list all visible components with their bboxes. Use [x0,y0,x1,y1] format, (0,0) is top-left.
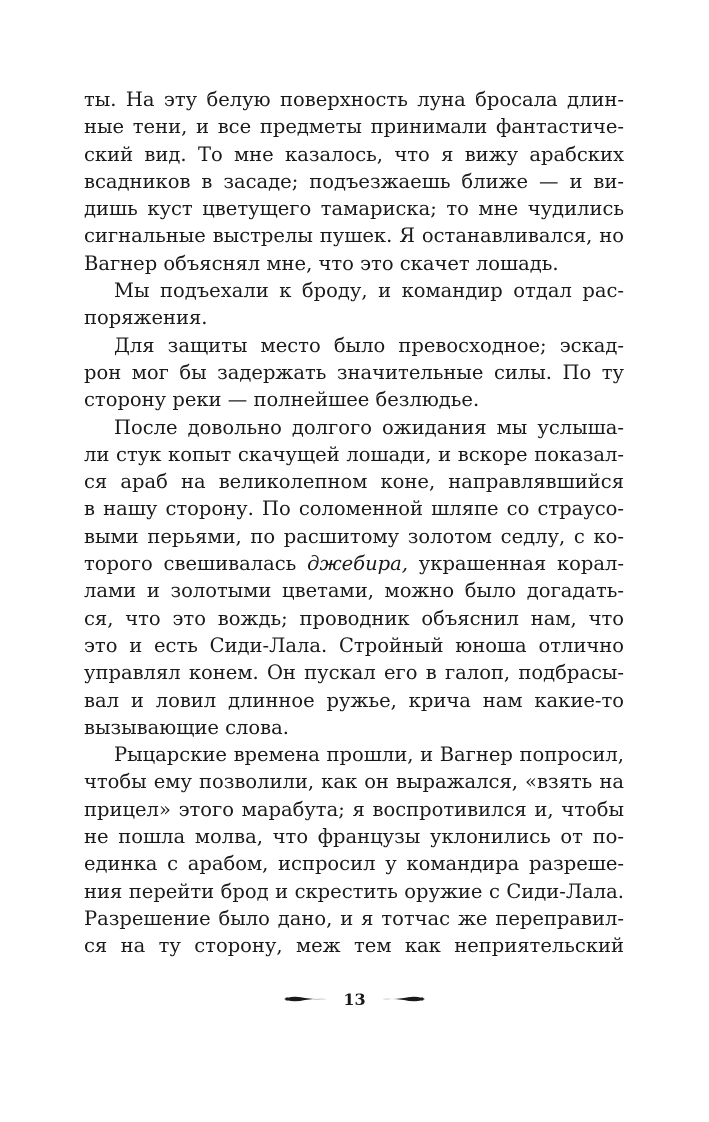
page-footer [0,987,709,1011]
text-line-with-italic [84,550,624,577]
text-line: Рыцарские времена прошли, и Вагнер попросил, [114,743,624,767]
text-line: сигнальные выстрелы пушек. Я останавливался, но [84,224,624,248]
text-fragment: торого свешивалась [84,552,297,576]
paragraph-1 [84,86,624,277]
paragraph-3 [84,332,624,414]
paragraph-4 [84,414,624,742]
text-fragment: украшенная корал- [407,552,624,576]
text-line: дишь куст цветущего тамариска; то мне чудились [84,197,624,221]
text-line: ты. На эту белую поверхность луна бросала длин- [84,88,624,111]
left-ornament-icon [283,992,329,1006]
paragraph-5 [84,741,624,959]
text-line: ли стук копыт скачущей лошади, и вскоре показал- [84,442,624,466]
text-line: прицел» этого марабута; я воспротивился и, чтобы [84,797,624,821]
page-number: 13 [343,989,366,1009]
text-line: Мы подъехали к броду, и командир отдал рас- [114,279,624,303]
text-line: ся на ту сторону, меж тем как неприятельский [84,934,624,958]
text-line: рон мог бы задержать значительные силы. По ту [84,360,624,384]
text-line: это и есть Сиди-Лала. Стройный юноша отлично [84,633,624,657]
text-line: Разрешение было дано, и я тотчас же переправил- [84,906,624,930]
text-line: После довольно долгого ожидания мы услыша- [114,415,624,439]
text-line: ский вид. То мне казалось, что я вижу арабских [84,142,624,166]
text-line: ные тени, и все предметы принимали фантастиче- [84,115,624,139]
italic-word: джебира, [307,552,408,576]
text-line: ся араб на великолепном коне, направлявшийся [84,470,624,494]
text-line: ся, что это вождь; проводник объяснил нам, что [84,606,624,630]
text-line: Для защиты место было превосходное; эскад- [114,333,624,357]
text-line: выми перьями, по расшитому золотом седлу, с ко- [84,524,624,548]
text-line: вызывающие слова. [84,715,289,739]
right-ornament-icon [380,992,426,1006]
text-line: в нашу сторону. По соломенной шляпе со страусо- [84,497,624,521]
paragraph-2 [84,277,624,332]
text-line: не пошла молва, что французы уклонились от по- [84,825,624,849]
text-line: лами и золотыми цветами, можно было догадать- [84,579,624,603]
text-line: управлял конем. Он пускал его в галоп, подбрасы- [84,661,624,685]
text-line: всадников в засаде; подъезжаешь ближе — и ви- [84,169,624,193]
text-line: единка с арабом, испросил у командира разреше- [84,852,624,876]
text-line: вал и ловил длинное ружье, крича нам какие-то [84,688,624,712]
text-line: поряжения. [84,306,208,330]
text-line: Вагнер объяснял мне, что это скачет лошадь. [84,251,559,275]
text-line: сторону реки — полнейшее безлюдье. [84,388,480,412]
text-line: чтобы ему позволили, как он выражался, «взять на [84,770,624,794]
book-page-text [84,86,624,960]
text-line: ния перейти брод и скрестить оружие с Сиди-Лала. [84,879,624,903]
